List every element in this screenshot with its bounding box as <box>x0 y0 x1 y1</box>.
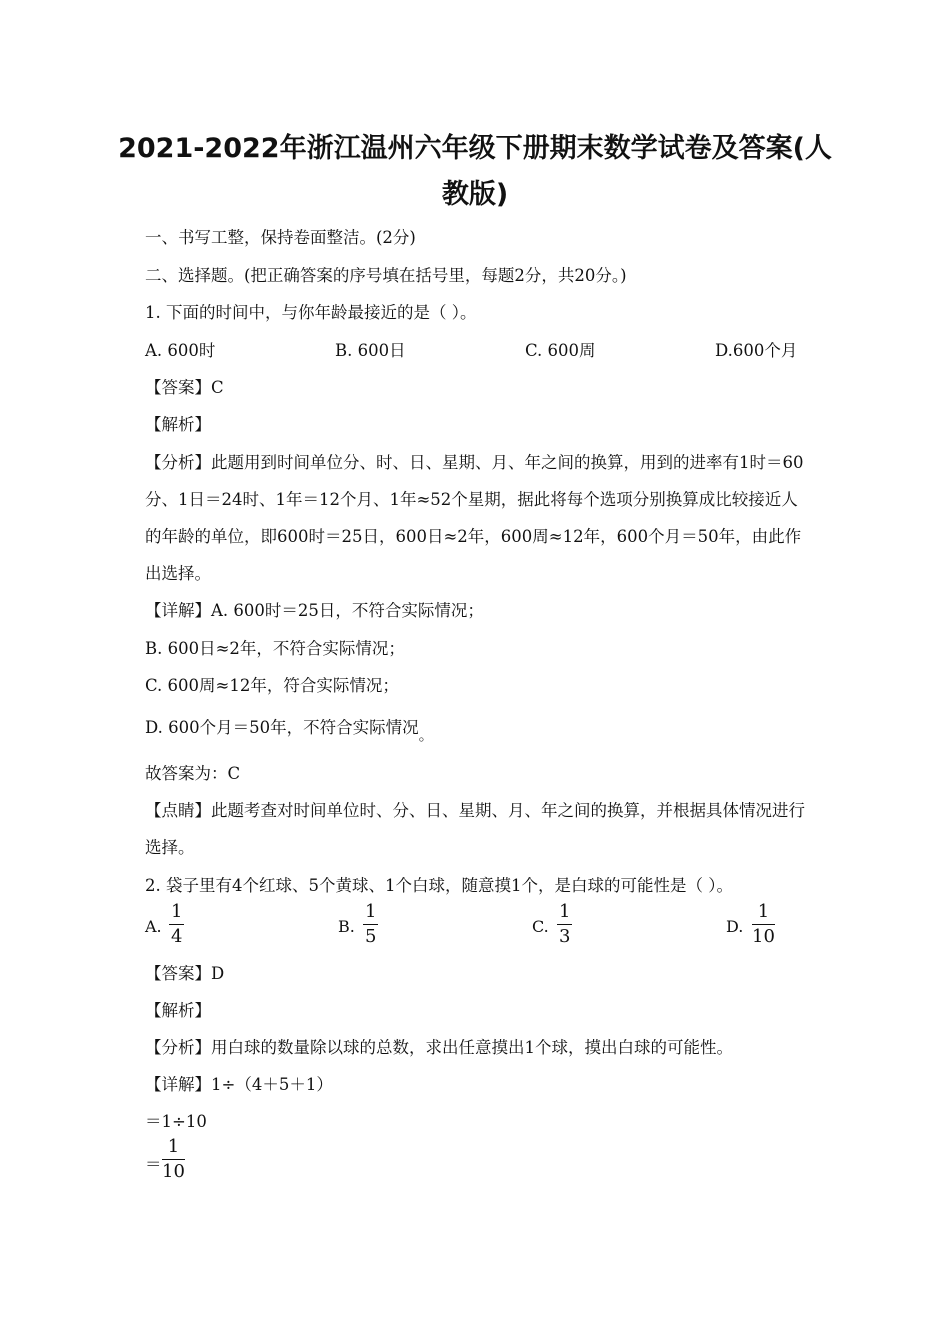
question-2-step-1: ＝1÷10 <box>145 1112 207 1131</box>
question-1-comment-line: 【点睛】此题考查对时间单位时、分、日、星期、月、年之间的换算，并根据具体情况进行 <box>145 801 805 820</box>
fraction-numerator: 1 <box>757 901 770 922</box>
question-2-step-2-prefix: ＝ <box>145 1155 162 1174</box>
question-2-answer: 【答案】D <box>145 964 225 983</box>
question-1-analysis-line: 的年龄的单位，即600时＝25日，600日≈2年，600周≈12年，600个月＝50年，由此作 <box>145 527 802 546</box>
question-2-option-d-fraction <box>752 903 775 946</box>
fraction-denominator: 10 <box>162 1161 185 1182</box>
question-2-option-c-label: C. <box>532 917 549 936</box>
question-1-detail-line: C. 600周≈12年，符合实际情况； <box>145 676 399 695</box>
fraction-denominator: 5 <box>365 926 377 947</box>
question-2-option-c-fraction <box>557 903 572 946</box>
fraction-numerator: 1 <box>365 901 377 922</box>
question-1-option-c: C. 600周 <box>525 341 596 360</box>
document-title-line-1: 2021-2022年浙江温州六年级下册期末数学试卷及答案(人 <box>118 133 832 164</box>
question-1-answer: 【答案】C <box>145 378 224 397</box>
question-1-detail-line: 【详解】A. 600时＝25日，不符合实际情况； <box>145 601 484 620</box>
fraction-denominator: 10 <box>752 926 775 947</box>
question-1-option-d: D.600个月 <box>715 341 798 360</box>
question-2-option-a-label: A. <box>145 917 162 936</box>
question-2-detail: 【详解】1÷（4＋5＋1） <box>145 1075 333 1094</box>
question-1-option-a: A. 600时 <box>145 341 216 360</box>
question-2-analysis-heading: 【解析】 <box>145 1001 211 1020</box>
document-title-line-2: 教版) <box>441 179 509 210</box>
question-1-detail-line: B. 600日≈2年，不符合实际情况； <box>145 639 405 658</box>
fraction-numerator: 1 <box>559 901 571 922</box>
question-2-option-d-label: D. <box>726 917 744 936</box>
section-heading-1: 一、书写工整，保持卷面整洁。(2分) <box>145 228 416 247</box>
fraction-denominator: 3 <box>559 926 571 947</box>
question-1-detail-text: D. 600个月＝50年，不符合实际情况 <box>145 718 419 737</box>
question-1-analysis-line: 出选择。 <box>145 564 211 583</box>
question-1-detail-period: 。 <box>418 726 434 744</box>
question-1-detail-line-last <box>145 714 434 744</box>
question-1-analysis-line: 【分析】此题用到时间单位分、时、日、星期、月、年之间的换算，用到的进率有1时＝60 <box>145 453 804 472</box>
question-1-option-b: B. 600日 <box>335 341 406 360</box>
question-2-step-2-fraction <box>162 1138 185 1181</box>
question-1-stem: 1. 下面的时间中，与你年龄最接近的是（ ）。 <box>145 303 477 322</box>
fraction-numerator: 1 <box>171 901 183 922</box>
question-2-option-b-fraction <box>363 903 378 946</box>
question-1-analysis-line: 分、1日＝24时、1年＝12个月、1年≈52个星期，据此将每个选项分别换算成比较接近人 <box>145 490 798 509</box>
question-2-option-b-label: B. <box>338 917 355 936</box>
question-1-analysis-heading: 【解析】 <box>145 415 211 434</box>
question-2-analysis: 【分析】用白球的数量除以球的总数，求出任意摸出1个球，摸出白球的可能性。 <box>145 1038 733 1057</box>
question-2-stem: 2. 袋子里有4个红球、5个黄球、1个白球，随意摸1个，是白球的可能性是（ ）。 <box>145 876 733 895</box>
question-2-option-a-fraction <box>169 903 184 946</box>
fraction-denominator: 4 <box>171 926 183 947</box>
fraction-numerator: 1 <box>167 1136 180 1157</box>
question-1-comment-line: 选择。 <box>145 838 195 857</box>
section-heading-2: 二、选择题。(把正确答案的序号填在括号里，每题2分，共20分。) <box>145 266 627 285</box>
question-1-conclusion: 故答案为：C <box>145 764 241 783</box>
